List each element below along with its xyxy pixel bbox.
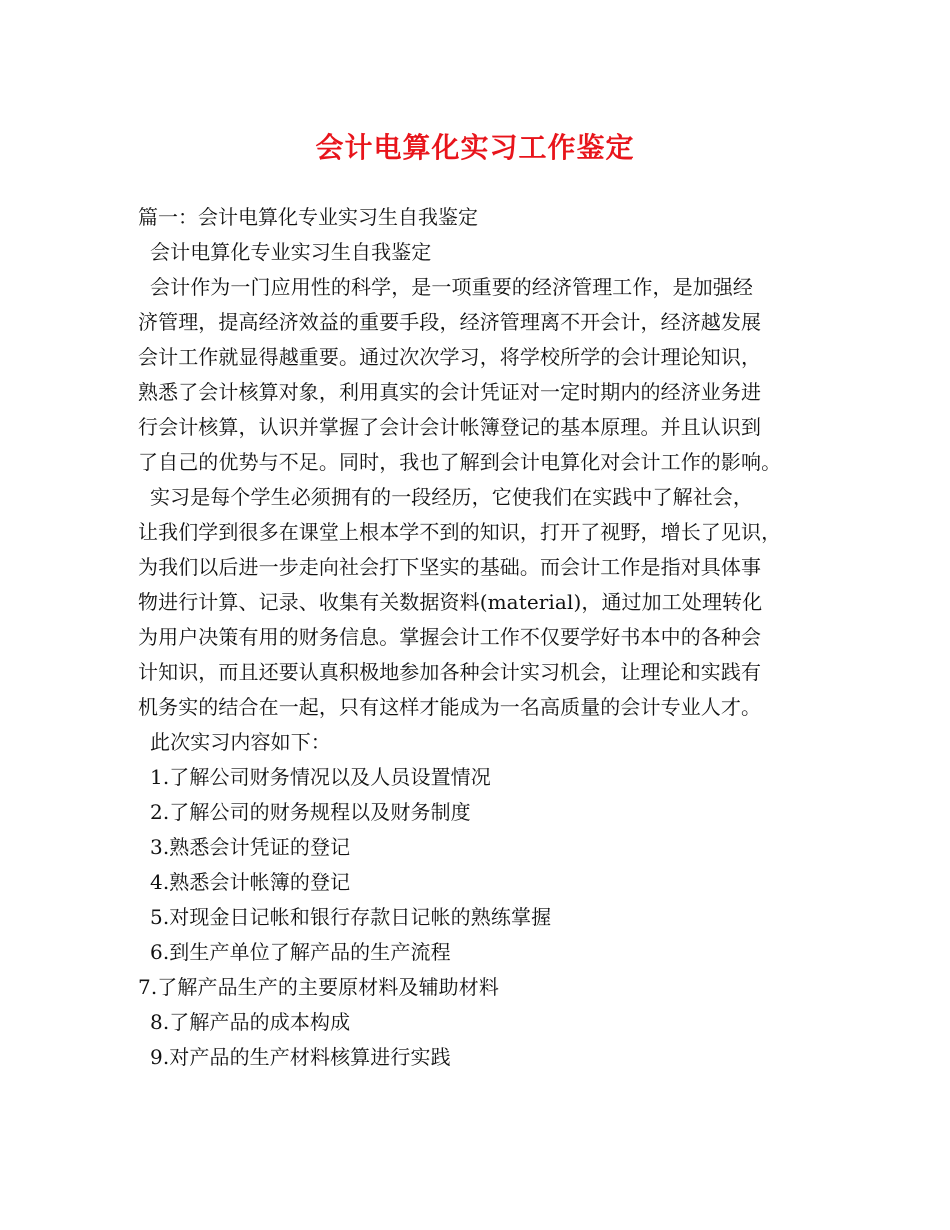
list-item: 5.对现金日记帐和银行存款日记帐的熟练掌握 (150, 905, 552, 929)
list-item: 6.到生产单位了解产品的生产流程 (150, 940, 451, 964)
paragraph-line: 物进行计算、记录、收集有关数据资料(material)，通过加工处理转化 (138, 590, 763, 614)
list-item: 8.了解产品的成本构成 (150, 1010, 351, 1034)
document-body (138, 200, 838, 1075)
paragraph-line: 行会计核算，认识并掌握了会计会计帐簿登记的基本原理。并且认识到 (138, 415, 762, 439)
paragraph-line: 计知识，而且还要认真积极地参加各种会计实习机会，让理论和实践有 (138, 660, 762, 684)
document-title: 会计电算化实习工作鉴定 (315, 131, 635, 164)
subtitle: 会计电算化专业实习生自我鉴定 (150, 240, 432, 264)
paragraph-line: 为用户决策有用的财务信息。掌握会计工作不仅要学好书本中的各种会 (138, 625, 762, 649)
paragraph-line: 会计工作就显得越重要。通过次次学习，将学校所学的会计理论知识， (138, 345, 762, 369)
list-item: 3.熟悉会计凭证的登记 (150, 835, 351, 859)
paragraph-line: 济管理，提高经济效益的重要手段，经济管理离不开会计，经济越发展 (138, 310, 762, 334)
paragraph-line: 实习是每个学生必须拥有的一段经历，它使我们在实践中了解社会， (150, 485, 753, 509)
list-item: 1.了解公司财务情况以及人员设置情况 (150, 765, 491, 789)
list-item: 9.对产品的生产材料核算进行实践 (150, 1045, 451, 1069)
paragraph-line: 为我们以后进一步走向社会打下坚实的基础。而会计工作是指对具体事 (138, 555, 762, 579)
paragraph-line: 会计作为一门应用性的科学，是一项重要的经济管理工作，是加强经 (150, 275, 753, 299)
paragraph-line: 让我们学到很多在课堂上根本学不到的知识，打开了视野，增长了见识， (138, 520, 782, 544)
list-item: 4.熟悉会计帐簿的登记 (150, 870, 351, 894)
list-item: 7.了解产品生产的主要原材料及辅助材料 (138, 975, 499, 999)
paragraph-line: 机务实的结合在一起，只有这样才能成为一名高质量的会计专业人才。 (138, 695, 762, 719)
paragraph-1 (138, 270, 838, 480)
list-intro: 此次实习内容如下： (150, 730, 331, 754)
paragraph-line: 了自己的优势与不足。同时，我也了解到会计电算化对会计工作的影响。 (138, 450, 782, 474)
list-item: 2.了解公司的财务规程以及财务制度 (150, 800, 471, 824)
section-heading: 篇一：会计电算化专业实习生自我鉴定 (138, 205, 478, 229)
paragraph-line: 熟悉了会计核算对象，利用真实的会计凭证对一定时期内的经济业务进 (138, 380, 762, 404)
paragraph-2 (138, 480, 838, 725)
task-list (138, 760, 838, 1075)
